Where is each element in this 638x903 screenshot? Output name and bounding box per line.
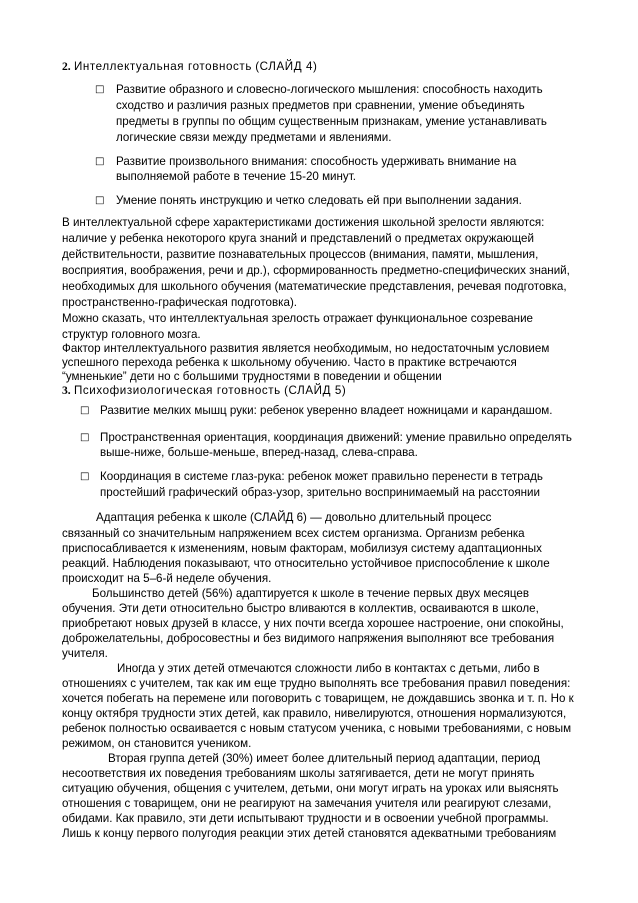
section-number: 2. [62,60,71,73]
paragraph-line: Вторая группа детей (30%) имеет более длительный период адаптации, период [108,752,540,765]
paragraph-line: Иногда у этих детей отмечаются сложности либо в контактах с детьми, либо в [117,662,540,675]
paragraph-line: Фактор интеллектуального развития является необходимым, но недостаточным условием [62,342,550,355]
paragraph-line: Лишь к концу первого полугодия реакции этих детей становятся адекватными требованиям [62,827,557,840]
paragraph-line: обучения. Эти дети относительно быстро вливаются в коллектив, осваиваются в школе, [62,602,539,615]
bullet-line: логические связи между предметами и явлениями. [116,131,392,144]
paragraph-line: В интеллектуальной сфере характеристиками достижения школьной зрелости являются: [62,216,545,229]
paragraph-line: обидами. Как правило, эти дети испытывают трудности и в освоении учебной программы. [62,812,549,825]
paragraph-line: реакций. Наблюдения показывают, что относительно устойчивое приспособление к школе [62,557,550,570]
paragraph-line: восприятия, воображения, речи и др.), сформированность предметно-специфических знаний, [62,264,570,277]
section-title: Психофизиологическая готовность [73,384,281,397]
paragraph-line: приспосабливается к изменениям, новым факторам, мобилизуя систему адаптационных [62,542,542,555]
paragraph-line: режимом, он становится учеником. [62,737,252,750]
bullet-icon: □ [95,84,105,95]
bullet-line: выполняемой работе в течение 15-20 минут. [116,170,356,183]
slide-ref: (СЛАЙД 5) [284,384,347,397]
paragraph-line: происходит на 5–6-й неделе обучения. [62,572,272,585]
bullet-line: Координация в системе глаз-рука: ребенок может правильно перенести в тетрадь [100,470,543,483]
paragraph-line: отношения с товарищем, они не реагируют на замечания учителя или реагируют слезами, [62,797,552,810]
bullet-line: Умение понять инструкцию и четко следовать ей при выполнении задания. [116,194,522,207]
bullet-icon: □ [80,432,90,443]
paragraph-line: концу октября трудности этих детей, как правило, нивелируются, отношения нормализуются, [62,707,567,720]
paragraph-line: хочется побегать на перемене или поговорить с товарищем, не дождавшись звонка и т. п. Но к [62,692,574,705]
paragraph-line: “умненькие” дети но с большими трудностями в поведении и общении [62,370,442,383]
paragraph-line: несоответствия их поведения требованиям школы затягивается, дети не могут принять [62,767,535,780]
bullet-icon: □ [95,195,105,206]
paragraph-line: Большинство детей (56%) адаптируется к школе в течение первых двух месяцев [92,587,530,600]
bullet-icon: □ [80,405,90,416]
paragraph-line: учителя. [62,647,108,660]
paragraph-line: необходимых для школьного обучения (математические представления, речевая подготовка, [62,280,567,293]
bullet-line: сходство и различия разных предметов при сравнении, умение объединять [116,99,525,112]
paragraph-line: наличие у ребенка некоторого круга знаний и представлений о предметах окружающей [62,232,534,245]
paragraph-line: Можно сказать, что интеллектуальная зрелость отражает функциональное созревание [62,312,533,325]
bullet-line: Пространственная ориентация, координация движений: умение правильно определять [100,431,572,444]
paragraph-line: пространственно-графическая подготовка). [62,296,298,309]
paragraph-line: связанный со значительным напряжением всех систем организма. Организм ребенка [62,527,525,540]
slide-ref: (СЛАЙД 4) [255,60,318,73]
bullet-line: простейший графический образ-узор, зрительно воспринимаемый на расстоянии [100,486,540,499]
paragraph-line: ситуацию обучения, общения с учителем, детьми, они могут играть на уроках или выяснять [62,782,559,795]
paragraph-line: доброжелательны, добросовестны и без видимого напряжения выполняют все требования [62,632,555,645]
bullet-icon: □ [95,156,105,167]
section-2-heading [62,60,318,74]
paragraph-line: Адаптация ребенка к школе (СЛАЙД 6) — довольно длительный процесс [96,511,492,524]
paragraph-line: отношениях с учителем, так как им еще трудно выполнять все требования правил поведения: [62,677,571,690]
bullet-line: выше-ниже, больше-меньше, вперед-назад, слева-справа. [100,446,418,459]
section-3-heading [62,384,346,398]
paragraph-line: успешного перехода ребенка к школьному обучению. Часто в практике встречаются [62,356,517,369]
bullet-line: Развитие произвольного внимания: способность удерживать внимание на [116,155,517,168]
bullet-line: Развитие мелких мышц руки: ребенок уверенно владеет ножницами и карандашом. [100,404,553,417]
bullet-line: Развитие образного и словесно-логического мышления: способность находить [116,83,543,96]
bullet-icon: □ [80,471,90,482]
bullet-line: предметы в группы по общим существенным признакам, умение устанавливать [116,115,547,128]
section-number: 3. [62,384,71,397]
section-title: Интеллектуальная готовность [73,60,252,73]
paragraph-line: структур головного мозга. [62,328,201,341]
paragraph-line: приобретают новых друзей в классе, у них почти всегда хорошее настроение, они спокойны, [62,617,564,630]
paragraph-line: действительности, развитие познавательных процессов (внимания, памяти, мышления, [62,248,539,261]
paragraph-line: ребенок полностью осваивается с новым статусом ученика, с новыми требованиями, с новым [62,722,572,735]
